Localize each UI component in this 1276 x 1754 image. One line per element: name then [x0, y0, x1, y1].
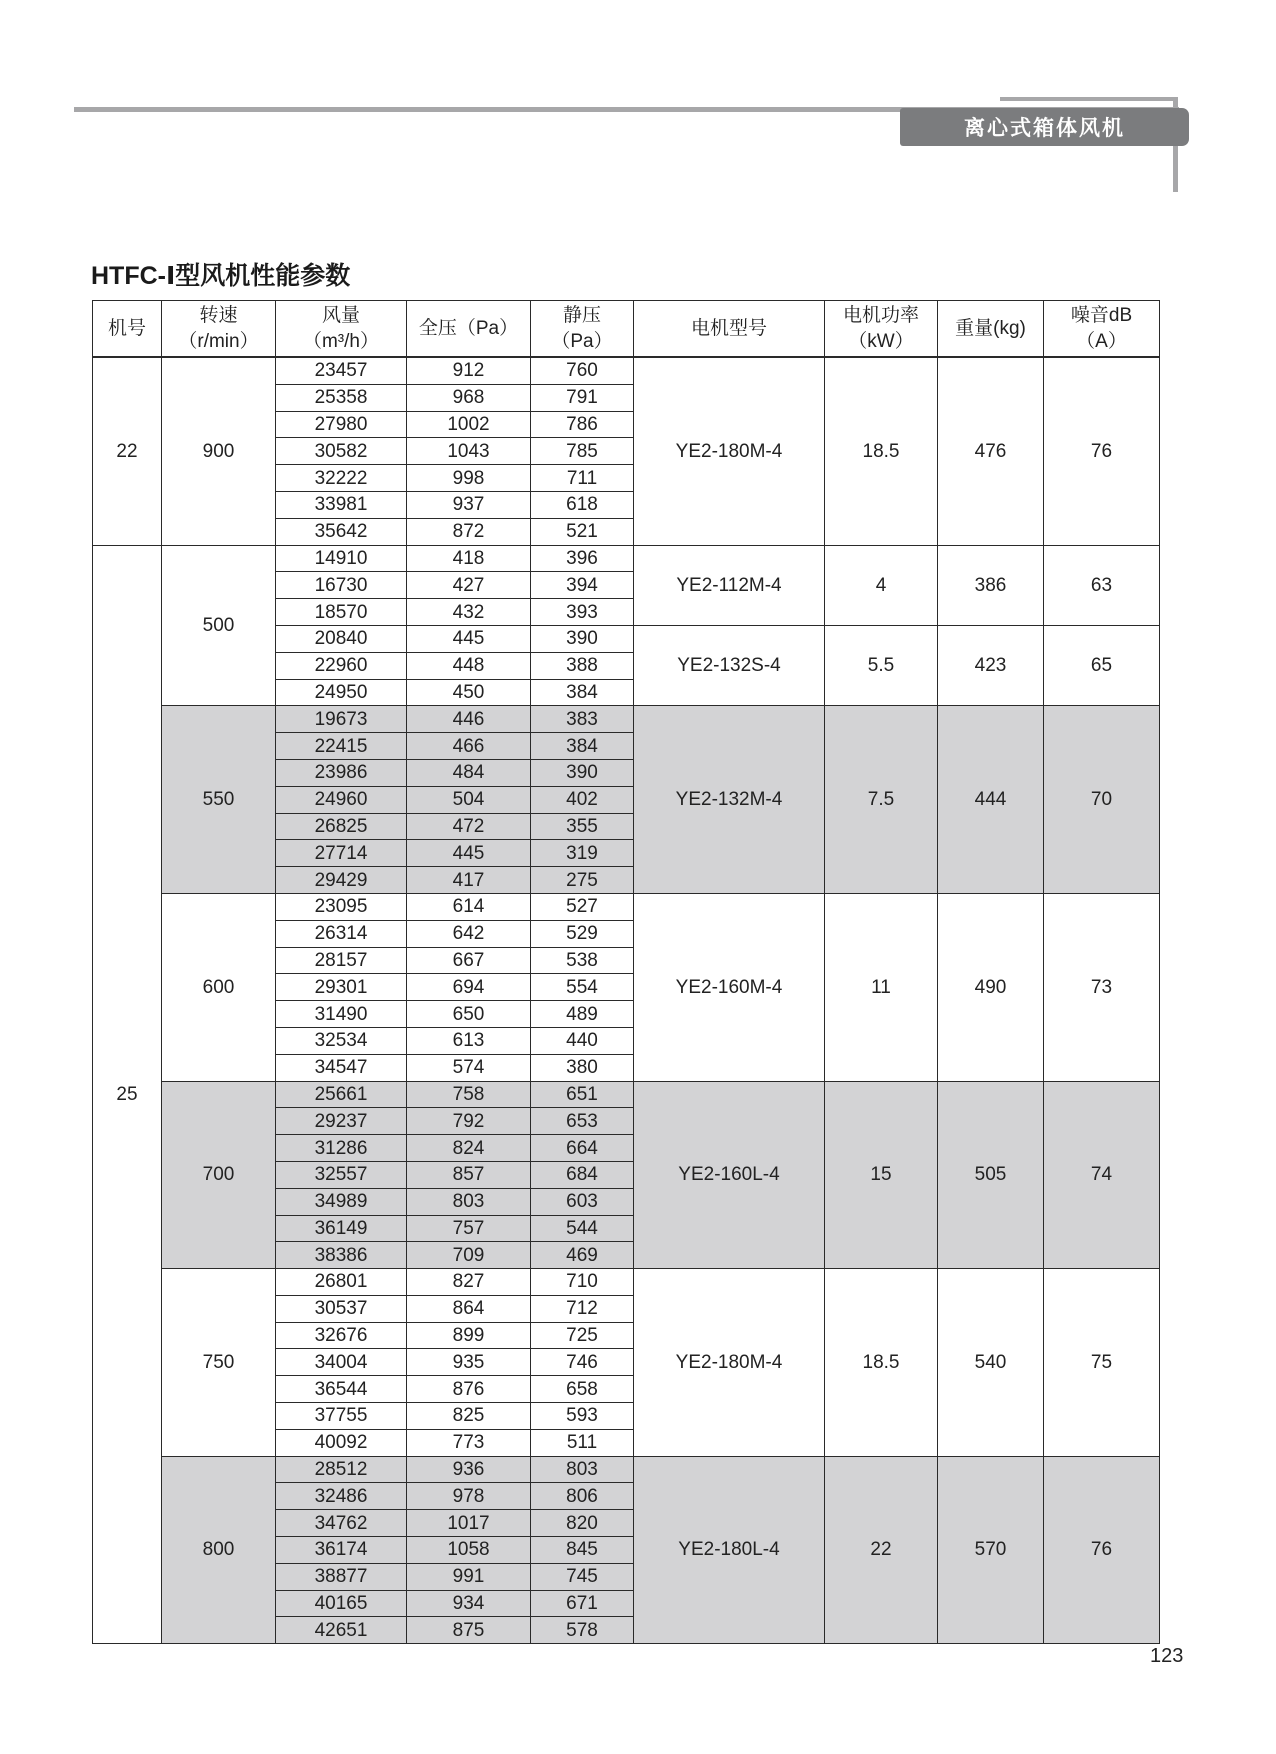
cell-model: 22 — [93, 357, 162, 545]
col-static-pressure: 静压 （Pa） — [531, 301, 634, 358]
cell-static-pressure: 760 — [531, 357, 634, 384]
cell-motor-power: 15 — [825, 1081, 938, 1269]
cell-motor-power: 22 — [825, 1456, 938, 1644]
col-airflow: 风量 （m³/h） — [276, 301, 407, 358]
cell-airflow: 37755 — [276, 1403, 407, 1430]
table-row — [93, 545, 1160, 572]
col-motor-model: 电机型号 — [634, 301, 825, 358]
col-noise: 噪音dB （A） — [1044, 301, 1160, 358]
cell-weight: 423 — [938, 625, 1044, 705]
cell-motor-power: 5.5 — [825, 625, 938, 705]
cell-motor-model: YE2-160L-4 — [634, 1081, 825, 1269]
cell-static-pressure: 803 — [531, 1456, 634, 1483]
cell-static-pressure: 658 — [531, 1376, 634, 1403]
cell-static-pressure: 388 — [531, 652, 634, 679]
cell-static-pressure: 384 — [531, 733, 634, 760]
cell-airflow: 35642 — [276, 518, 407, 545]
cell-airflow: 27980 — [276, 411, 407, 438]
cell-static-pressure: 618 — [531, 491, 634, 518]
cell-static-pressure: 820 — [531, 1510, 634, 1537]
cell-total-pressure: 827 — [407, 1269, 531, 1296]
cell-noise: 63 — [1044, 545, 1160, 625]
cell-total-pressure: 445 — [407, 840, 531, 867]
cell-motor-model: YE2-160M-4 — [634, 893, 825, 1081]
cell-total-pressure: 418 — [407, 545, 531, 572]
cell-total-pressure: 709 — [407, 1242, 531, 1269]
cell-motor-power: 4 — [825, 545, 938, 625]
cell-static-pressure: 394 — [531, 572, 634, 599]
cell-motor-power: 11 — [825, 893, 938, 1081]
cell-airflow: 23095 — [276, 893, 407, 920]
cell-static-pressure: 845 — [531, 1537, 634, 1564]
cell-airflow: 28512 — [276, 1456, 407, 1483]
cell-static-pressure: 578 — [531, 1617, 634, 1644]
cell-total-pressure: 803 — [407, 1188, 531, 1215]
cell-motor-model: YE2-180M-4 — [634, 357, 825, 545]
cell-airflow: 38386 — [276, 1242, 407, 1269]
cell-static-pressure: 275 — [531, 867, 634, 894]
cell-static-pressure: 651 — [531, 1081, 634, 1108]
cell-total-pressure: 1043 — [407, 438, 531, 465]
cell-static-pressure: 806 — [531, 1483, 634, 1510]
cell-speed: 550 — [162, 706, 276, 894]
cell-total-pressure: 504 — [407, 786, 531, 813]
cell-motor-model: YE2-132S-4 — [634, 625, 825, 705]
cell-noise: 75 — [1044, 1269, 1160, 1457]
cell-static-pressure: 390 — [531, 759, 634, 786]
cell-airflow: 32676 — [276, 1322, 407, 1349]
cell-noise: 76 — [1044, 1456, 1160, 1644]
cell-static-pressure: 710 — [531, 1269, 634, 1296]
header-corner-line — [1000, 97, 1178, 101]
cell-airflow: 24960 — [276, 786, 407, 813]
cell-airflow: 36174 — [276, 1537, 407, 1564]
table-row — [93, 1081, 1160, 1108]
cell-static-pressure: 396 — [531, 545, 634, 572]
table-row — [93, 893, 1160, 920]
cell-static-pressure: 440 — [531, 1027, 634, 1054]
cell-airflow: 31286 — [276, 1135, 407, 1162]
cell-static-pressure: 469 — [531, 1242, 634, 1269]
cell-static-pressure: 711 — [531, 465, 634, 492]
cell-noise: 65 — [1044, 625, 1160, 705]
cell-total-pressure: 1017 — [407, 1510, 531, 1537]
cell-speed: 900 — [162, 357, 276, 545]
cell-static-pressure: 745 — [531, 1563, 634, 1590]
cell-speed: 500 — [162, 545, 276, 706]
cell-total-pressure: 937 — [407, 491, 531, 518]
cell-total-pressure: 427 — [407, 572, 531, 599]
cell-airflow: 23457 — [276, 357, 407, 384]
cell-total-pressure: 875 — [407, 1617, 531, 1644]
cell-weight: 386 — [938, 545, 1044, 625]
cell-total-pressure: 472 — [407, 813, 531, 840]
cell-airflow: 19673 — [276, 706, 407, 733]
cell-total-pressure: 991 — [407, 1563, 531, 1590]
cell-total-pressure: 417 — [407, 867, 531, 894]
col-motor-power: 电机功率 （kW） — [825, 301, 938, 358]
cell-total-pressure: 899 — [407, 1322, 531, 1349]
cell-static-pressure: 390 — [531, 625, 634, 652]
cell-static-pressure: 355 — [531, 813, 634, 840]
cell-static-pressure: 521 — [531, 518, 634, 545]
cell-weight: 570 — [938, 1456, 1044, 1644]
cell-speed: 700 — [162, 1081, 276, 1269]
cell-airflow: 29429 — [276, 867, 407, 894]
cell-total-pressure: 1058 — [407, 1537, 531, 1564]
cell-motor-model: YE2-180L-4 — [634, 1456, 825, 1644]
cell-total-pressure: 998 — [407, 465, 531, 492]
cell-static-pressure: 785 — [531, 438, 634, 465]
cell-static-pressure: 684 — [531, 1161, 634, 1188]
cell-total-pressure: 1002 — [407, 411, 531, 438]
cell-static-pressure: 746 — [531, 1349, 634, 1376]
cell-noise: 76 — [1044, 357, 1160, 545]
cell-total-pressure: 758 — [407, 1081, 531, 1108]
cell-weight: 490 — [938, 893, 1044, 1081]
cell-airflow: 29237 — [276, 1108, 407, 1135]
cell-total-pressure: 466 — [407, 733, 531, 760]
cell-airflow: 25661 — [276, 1081, 407, 1108]
cell-static-pressure: 527 — [531, 893, 634, 920]
cell-static-pressure: 380 — [531, 1054, 634, 1081]
cell-static-pressure: 393 — [531, 599, 634, 626]
cell-airflow: 22415 — [276, 733, 407, 760]
cell-airflow: 32534 — [276, 1027, 407, 1054]
cell-total-pressure: 792 — [407, 1108, 531, 1135]
cell-airflow: 36149 — [276, 1215, 407, 1242]
cell-weight: 540 — [938, 1269, 1044, 1457]
cell-static-pressure: 384 — [531, 679, 634, 706]
cell-airflow: 42651 — [276, 1617, 407, 1644]
cell-static-pressure: 383 — [531, 706, 634, 733]
cell-speed: 750 — [162, 1269, 276, 1457]
table-row — [93, 1456, 1160, 1483]
cell-motor-power: 18.5 — [825, 1269, 938, 1457]
cell-total-pressure: 857 — [407, 1161, 531, 1188]
table-row — [93, 1269, 1160, 1296]
cell-static-pressure: 671 — [531, 1590, 634, 1617]
cell-motor-model: YE2-132M-4 — [634, 706, 825, 894]
cell-total-pressure: 968 — [407, 384, 531, 411]
cell-noise: 73 — [1044, 893, 1160, 1081]
page-title: HTFC-Ⅰ型风机性能参数 — [91, 262, 351, 290]
cell-total-pressure: 872 — [407, 518, 531, 545]
cell-total-pressure: 448 — [407, 652, 531, 679]
cell-airflow: 26801 — [276, 1269, 407, 1296]
cell-weight: 505 — [938, 1081, 1044, 1269]
cell-static-pressure: 529 — [531, 920, 634, 947]
cell-airflow: 24950 — [276, 679, 407, 706]
cell-total-pressure: 694 — [407, 974, 531, 1001]
cell-airflow: 32222 — [276, 465, 407, 492]
cell-speed: 600 — [162, 893, 276, 1081]
cell-airflow: 32557 — [276, 1161, 407, 1188]
cell-total-pressure: 650 — [407, 1001, 531, 1028]
cell-total-pressure: 432 — [407, 599, 531, 626]
cell-airflow: 33981 — [276, 491, 407, 518]
cell-speed: 800 — [162, 1456, 276, 1644]
cell-airflow: 31490 — [276, 1001, 407, 1028]
cell-weight: 476 — [938, 357, 1044, 545]
cell-model: 25 — [93, 545, 162, 1644]
cell-total-pressure: 978 — [407, 1483, 531, 1510]
cell-airflow: 22960 — [276, 652, 407, 679]
cell-static-pressure: 791 — [531, 384, 634, 411]
performance-table — [92, 300, 1160, 1644]
cell-total-pressure: 934 — [407, 1590, 531, 1617]
cell-total-pressure: 484 — [407, 759, 531, 786]
cell-total-pressure: 935 — [407, 1349, 531, 1376]
cell-airflow: 34004 — [276, 1349, 407, 1376]
cell-total-pressure: 876 — [407, 1376, 531, 1403]
cell-total-pressure: 450 — [407, 679, 531, 706]
cell-airflow: 34989 — [276, 1188, 407, 1215]
cell-airflow: 30537 — [276, 1295, 407, 1322]
cell-static-pressure: 554 — [531, 974, 634, 1001]
cell-static-pressure: 712 — [531, 1295, 634, 1322]
table-body — [93, 357, 1160, 1644]
cell-airflow: 14910 — [276, 545, 407, 572]
col-weight: 重量(kg) — [938, 301, 1044, 358]
cell-airflow: 25358 — [276, 384, 407, 411]
cell-static-pressure: 603 — [531, 1188, 634, 1215]
cell-airflow: 32486 — [276, 1483, 407, 1510]
cell-total-pressure: 445 — [407, 625, 531, 652]
cell-total-pressure: 757 — [407, 1215, 531, 1242]
cell-static-pressure: 511 — [531, 1429, 634, 1456]
cell-airflow: 29301 — [276, 974, 407, 1001]
cell-airflow: 28157 — [276, 947, 407, 974]
cell-airflow: 18570 — [276, 599, 407, 626]
cell-static-pressure: 653 — [531, 1108, 634, 1135]
cell-motor-power: 7.5 — [825, 706, 938, 894]
cell-noise: 70 — [1044, 706, 1160, 894]
cell-weight: 444 — [938, 706, 1044, 894]
cell-motor-power: 18.5 — [825, 357, 938, 545]
cell-airflow: 23986 — [276, 759, 407, 786]
cell-total-pressure: 773 — [407, 1429, 531, 1456]
cell-airflow: 26825 — [276, 813, 407, 840]
cell-total-pressure: 912 — [407, 357, 531, 384]
cell-static-pressure: 593 — [531, 1403, 634, 1430]
cell-total-pressure: 642 — [407, 920, 531, 947]
cell-airflow: 38877 — [276, 1563, 407, 1590]
cell-noise: 74 — [1044, 1081, 1160, 1269]
cell-airflow: 30582 — [276, 438, 407, 465]
cell-total-pressure: 936 — [407, 1456, 531, 1483]
cell-airflow: 34762 — [276, 1510, 407, 1537]
page-number: 123 — [1150, 1645, 1184, 1667]
table-header-row — [93, 301, 1160, 358]
cell-total-pressure: 864 — [407, 1295, 531, 1322]
col-speed: 转速 （r/min） — [162, 301, 276, 358]
cell-total-pressure: 824 — [407, 1135, 531, 1162]
cell-static-pressure: 664 — [531, 1135, 634, 1162]
cell-static-pressure: 786 — [531, 411, 634, 438]
cell-airflow: 36544 — [276, 1376, 407, 1403]
cell-total-pressure: 613 — [407, 1027, 531, 1054]
cell-airflow: 20840 — [276, 625, 407, 652]
cell-static-pressure: 538 — [531, 947, 634, 974]
col-total-pressure: 全压（Pa） — [407, 301, 531, 358]
cell-motor-model: YE2-180M-4 — [634, 1269, 825, 1457]
cell-airflow: 16730 — [276, 572, 407, 599]
cell-total-pressure: 446 — [407, 706, 531, 733]
cell-airflow: 34547 — [276, 1054, 407, 1081]
cell-airflow: 40165 — [276, 1590, 407, 1617]
section-tag: 离心式箱体风机 — [900, 108, 1189, 146]
cell-static-pressure: 544 — [531, 1215, 634, 1242]
cell-static-pressure: 402 — [531, 786, 634, 813]
cell-airflow: 40092 — [276, 1429, 407, 1456]
cell-total-pressure: 574 — [407, 1054, 531, 1081]
cell-airflow: 26314 — [276, 920, 407, 947]
table-row — [93, 706, 1160, 733]
col-model: 机号 — [93, 301, 162, 358]
cell-motor-model: YE2-112M-4 — [634, 545, 825, 625]
cell-total-pressure: 825 — [407, 1403, 531, 1430]
table-row — [93, 357, 1160, 384]
cell-total-pressure: 614 — [407, 893, 531, 920]
cell-static-pressure: 319 — [531, 840, 634, 867]
cell-static-pressure: 489 — [531, 1001, 634, 1028]
cell-airflow: 27714 — [276, 840, 407, 867]
cell-total-pressure: 667 — [407, 947, 531, 974]
cell-static-pressure: 725 — [531, 1322, 634, 1349]
